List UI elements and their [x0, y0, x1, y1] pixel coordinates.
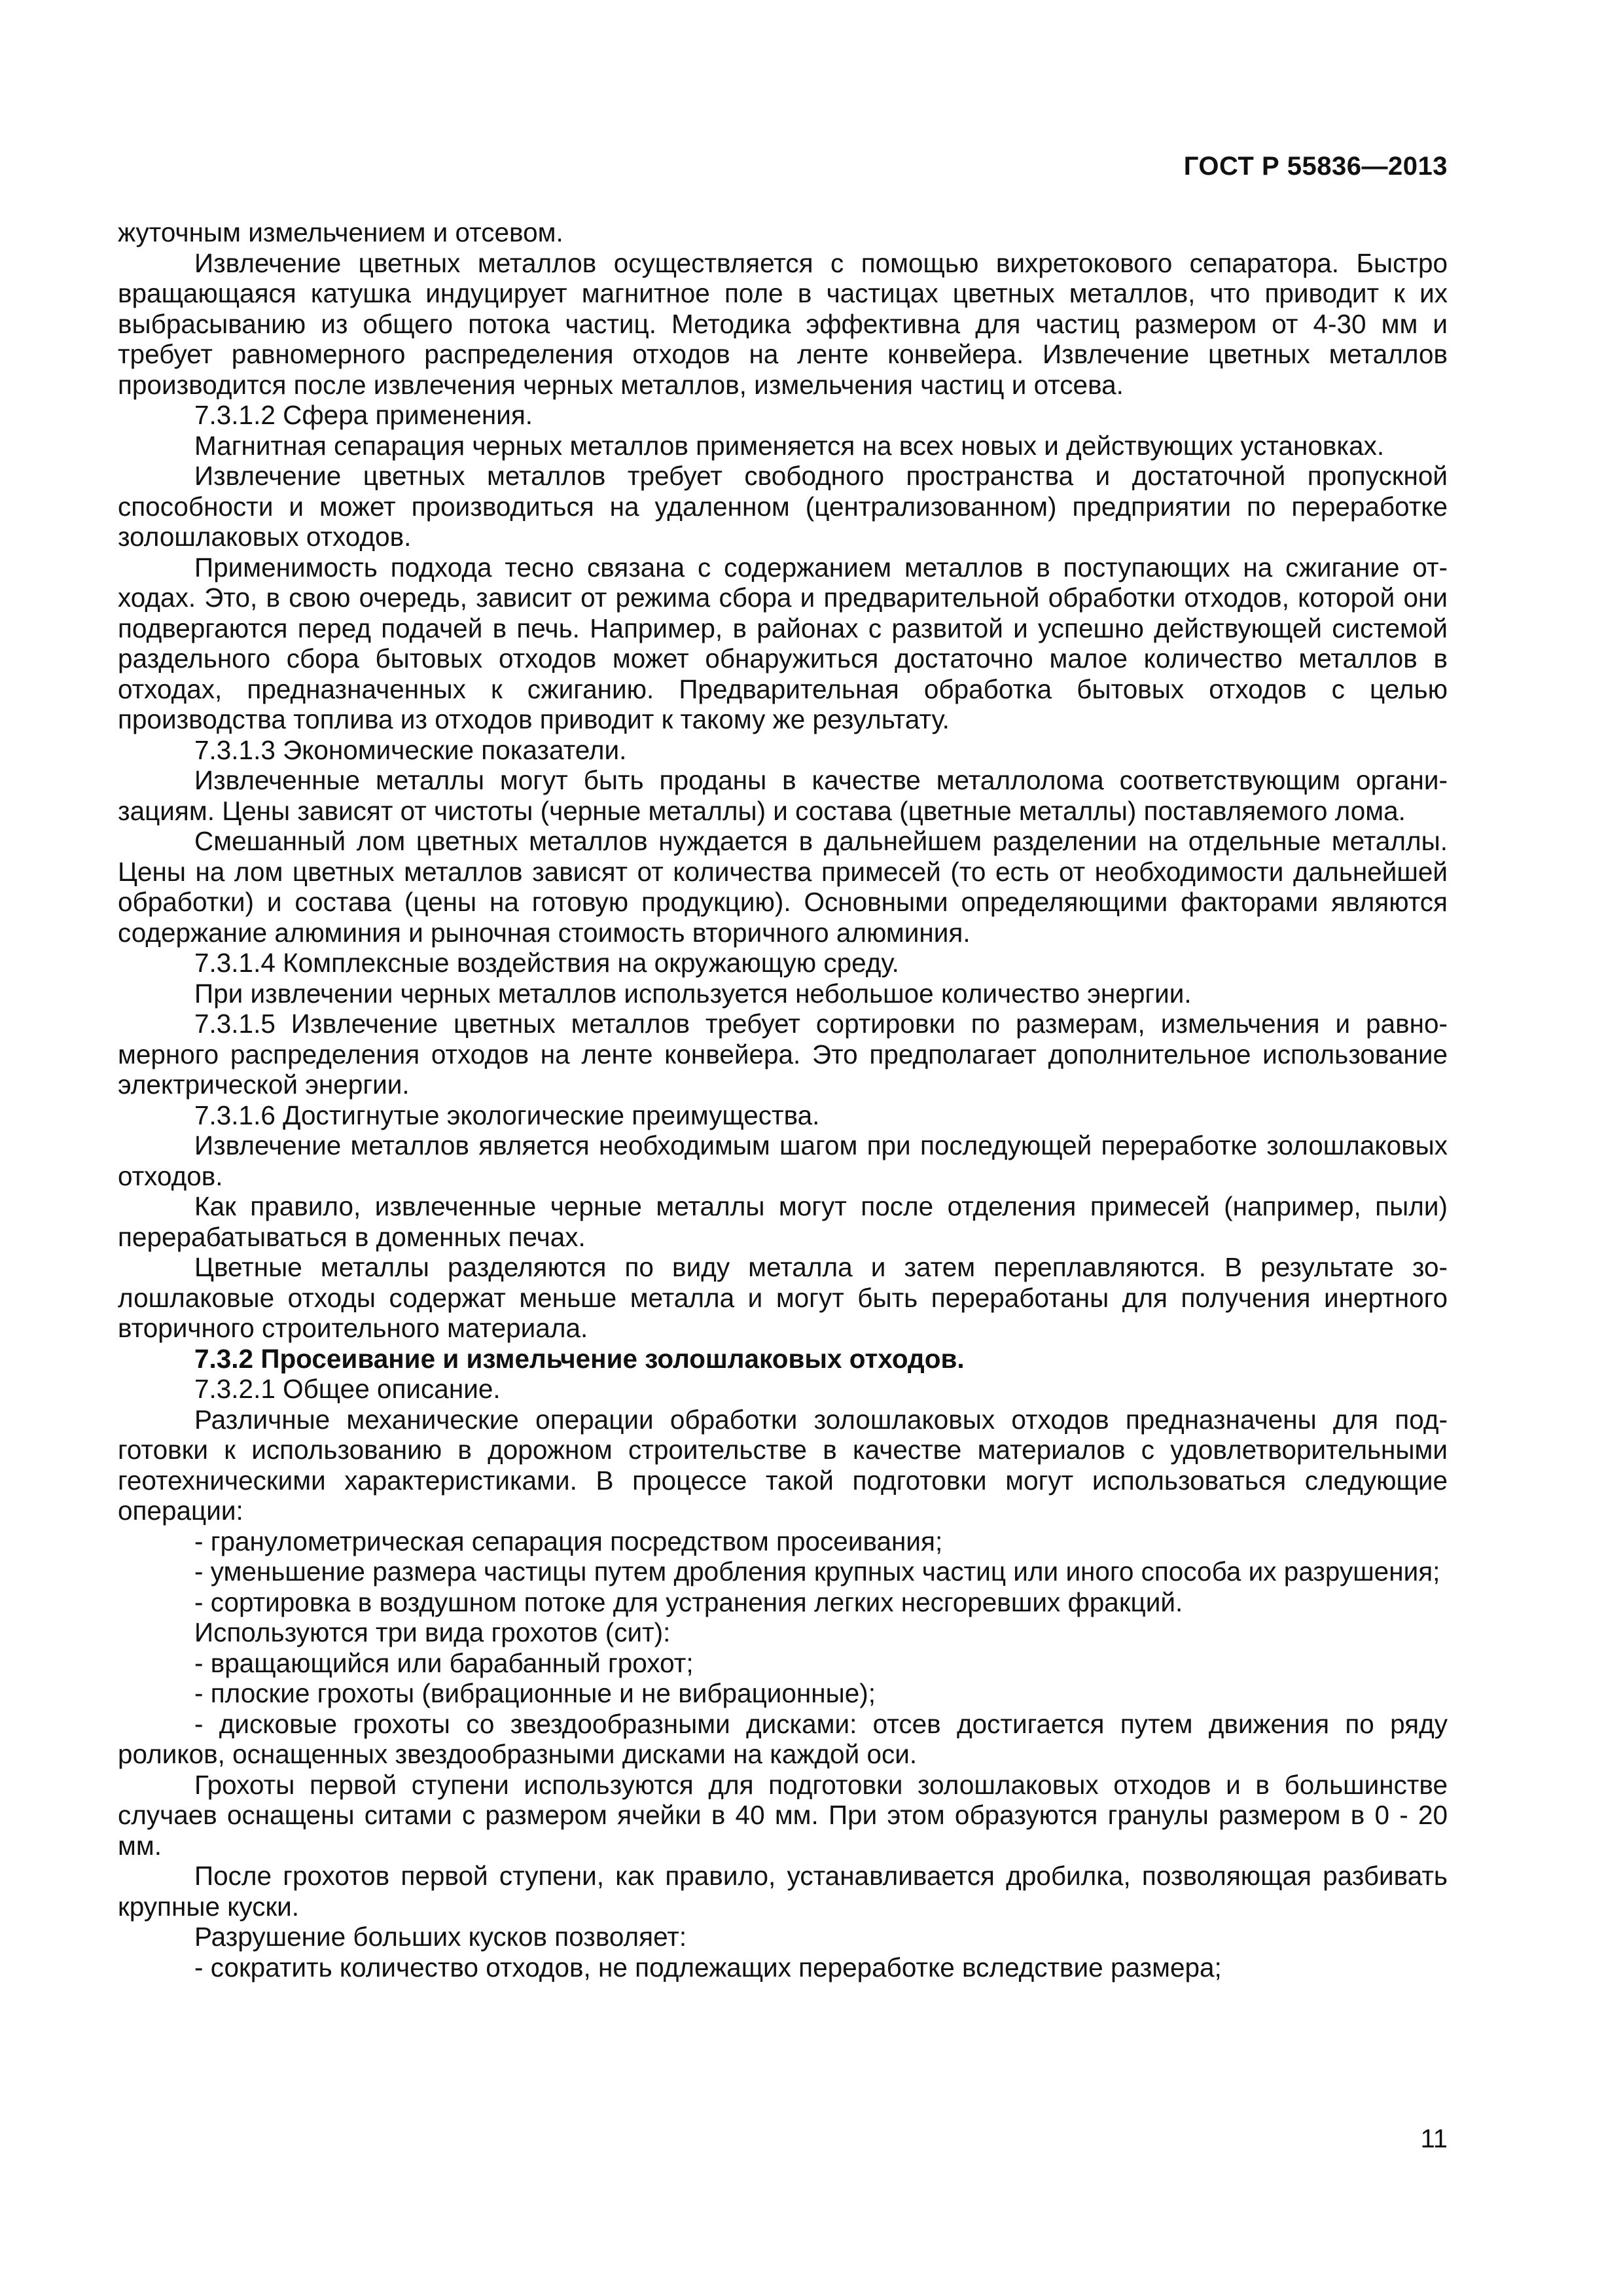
paragraph: Разрушение больших кусков позволяет:: [194, 1922, 687, 1952]
paragraph: Грохоты первой ступени используются для подготовки золошлаковых отходов и в большинстве случаев оснащены ситами с размером ячейки в 40 мм. При этом образуются гранулы размером в 0 - 20 мм.: [118, 1769, 1448, 1861]
section-heading: 7.3.1.2 Сфера применения.: [194, 400, 533, 430]
paragraph: При извлечении черных металлов используется небольшое количество энергии.: [194, 978, 1192, 1009]
paragraph: жуточным измельчением и отсевом.: [118, 217, 563, 247]
list-item: - гранулометрическая сепарация посредством просеивания;: [194, 1526, 943, 1556]
paragraph: Смешанный лом цветных металлов нуждается в дальнейшем разделении на отдельные металлы. Цены на лом цветных металлов зависят от количества примесей (то есть от необходимости дальнейшей обработки) и состава (цены на готовую продукцию). Основными определяющими факторами являются содержание алюминия и рыночная стоимость вторичного алюминия.: [118, 826, 1448, 948]
paragraph: Извлечение цветных металлов требует свободного пространства и достаточной пропускной способности и может производиться на удаленном (централизованном) предприятии по переработке золошлаковых отходов.: [118, 461, 1448, 552]
paragraph: Извлечение металлов является необходимым шагом при последующей переработке золошлаковых отходов.: [118, 1130, 1448, 1191]
page-number: 11: [1420, 2125, 1448, 2153]
section-title: 7.3.2 Просеивание и измельчение золошлаковых отходов.: [194, 1343, 965, 1374]
section-heading: 7.3.1.4 Комплексные воздействия на окружающую среду.: [194, 948, 899, 978]
paragraph: Извлеченные металлы могут быть проданы в качестве металлолома соответствующим организациям. Цены зависят от чистоты (черные металлы) и состава (цветные металлы) поставляемого лома.: [118, 765, 1448, 826]
paragraph: Магнитная сепарация черных металлов применяется на всех новых и действующих установках.: [194, 430, 1385, 461]
paragraph: После грохотов первой ступени, как правило, устанавливается дробилка, позволяющая разбивать крупные куски.: [118, 1861, 1448, 1922]
paragraph: Как правило, извлеченные черные металлы могут после отделения примесей (например, пыли) перерабатываться в доменных печах.: [118, 1191, 1448, 1252]
paragraph: Цветные металлы разделяются по виду металла и затем переплавляются. В результате золошлаковые отходы содержат меньше металла и могут быть переработаны для получения инертного вторичного строительного материала.: [118, 1252, 1448, 1343]
paragraph: Применимость подхода тесно связана с содержанием металлов в поступающих на сжигание отходах. Это, в свою очередь, зависит от режима сбора и предварительной обработки отходов, которой они подвергаются перед подачей в печь. Например, в районах с развитой и успешно действующей системой раздельного сбора бытовых отходов может обнаружиться достаточно малое количество металлов в отходах, предназначенных к сжиганию. Предварительная обработка бытовых отходов с целью производства топлива из отходов приводит к такому же результату.: [118, 552, 1448, 734]
paragraph: Извлечение цветных металлов осуществляется с помощью вихретокового сепаратора. Быстро вращающаяся катушка индуцирует магнитное поле в частицах цветных металлов, что приводит к их выбрасыванию из общего потока частиц. Методика эффективна для частиц размером от 4-30 мм и требует равномерного распределения отходов на ленте конвейера. Извлечение цветных металлов производится после извлечения черных металлов, измельчения частиц и отсева.: [118, 247, 1448, 400]
list-item: - плоские грохоты (вибрационные и не вибрационные);: [194, 1678, 876, 1708]
list-item: - дисковые грохоты со звездообразными дисками: отсев достигается путем движения по ряду роликов, оснащенных звездообразными дисками на каждой оси.: [118, 1708, 1448, 1769]
section-heading: 7.3.1.6 Достигнутые экологические преимущества.: [194, 1100, 820, 1130]
list-item: - сократить количество отходов, не подлежащих переработке вследствие размера;: [194, 1952, 1222, 1982]
paragraph: Различные механические операции обработки золошлаковых отходов предназначены для подготовки к использованию в дорожном строительстве в качестве материалов с удовлетворительными геотехническими характеристиками. В процессе такой подготовки могут использоваться следующие операции:: [118, 1404, 1448, 1526]
document-body: [118, 217, 1448, 1982]
section-heading: 7.3.2.1 Общее описание.: [194, 1374, 501, 1404]
paragraph: 7.3.1.5 Извлечение цветных металлов требует сортировки по размерам, измельчения и равномерного распределения отходов на ленте конвейера. Это предполагает дополнительное использование электрической энергии.: [118, 1009, 1448, 1100]
section-heading: 7.3.1.3 Экономические показатели.: [194, 734, 627, 765]
list-item: - уменьшение размера частицы путем дробления крупных частиц или иного способа их разрушения;: [194, 1556, 1440, 1587]
paragraph: Используются три вида грохотов (сит):: [194, 1617, 671, 1647]
list-item: - сортировка в воздушном потоке для устранения легких несгоревших фракций.: [194, 1587, 1183, 1617]
standard-id-header: ГОСТ Р 55836—2013: [1183, 152, 1448, 181]
list-item: - вращающийся или барабанный грохот;: [194, 1647, 694, 1678]
